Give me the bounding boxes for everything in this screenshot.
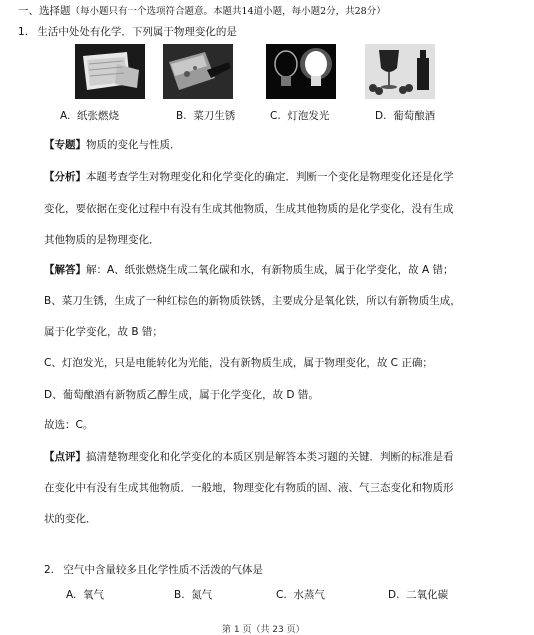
comment-tag: 【点评】 — [44, 451, 86, 463]
wine-glass-image — [365, 44, 435, 99]
comment-line-1: 【点评】搞清楚物理变化和化学变化的本质区别是解答本类习题的关键．判断的标准是看 — [44, 451, 454, 463]
section-note: （每小题只有一个选项符合题意。本题共14道小题，每小题2分，共28分） — [70, 6, 386, 17]
paper-burning-image — [75, 44, 145, 99]
section-title: 一、选择题 — [18, 5, 71, 17]
comment-line-2: 在变化中有没有生成其他物质．一般地，物理变化有物质的固、液、气三态变化和物质形 — [44, 482, 454, 494]
q2-option-d: D. 二氧化碳 — [388, 589, 449, 601]
question-2-stem — [44, 563, 263, 577]
topic-text: 物质的变化与性质． — [86, 139, 181, 151]
topic-tag: 【专题】 — [44, 139, 86, 151]
solution-line-5: D、葡萄酿酒有新物质乙醇生成，属于化学变化，故 D 错。 — [44, 389, 319, 401]
question-number: 1. — [18, 26, 29, 38]
q2-option-b: B. 氮气 — [174, 589, 213, 601]
option-c: C. 灯泡发光 — [270, 110, 330, 122]
solution-line-4: C、灯泡发光，只是电能转化为光能，没有新物质生成，属于物理变化，故 C 正确； — [44, 357, 433, 369]
solution-answer: 故选：C。 — [44, 419, 94, 431]
option-d: D. 葡萄酿酒 — [375, 110, 436, 122]
solution-line-2: B、菜刀生锈，生成了一种红棕色的新物质铁锈，主要成分是氧化铁，所以有新物质生成， — [44, 295, 461, 307]
solution-line-1: 【解答】解：A、纸张燃烧生成二氧化碳和水，有新物质生成，属于化学变化，故 A 错； — [44, 264, 454, 276]
topic-line — [44, 138, 181, 152]
comment-line-3: 状的变化． — [44, 513, 97, 525]
q2-option-a: A. 氧气 — [66, 589, 105, 601]
option-a: A. 纸张燃烧 — [60, 110, 120, 122]
rusty-knife-image — [163, 44, 233, 99]
question-text: 生活中处处有化学．下列属于物理变化的是 — [37, 26, 237, 38]
light-bulb-image — [266, 44, 336, 99]
page-footer: 第 1 页（共 23 页） — [222, 625, 305, 635]
q2-option-c: C. 水蒸气 — [276, 589, 325, 601]
section-heading — [18, 4, 386, 19]
analysis-line-3: 其他物质的是物理变化． — [44, 234, 160, 246]
question-text: 空气中含量较多且化学性质不活泼的气体是 — [63, 564, 263, 576]
question-number: 2. — [44, 564, 55, 576]
option-b: B. 菜刀生锈 — [176, 110, 236, 122]
analysis-line-1: 【分析】本题考查学生对物理变化和化学变化的确定．判断一个变化是物理变化还是化学 — [44, 171, 454, 183]
analysis-tag: 【分析】 — [44, 171, 86, 183]
solution-tag: 【解答】 — [44, 264, 86, 276]
analysis-line-2: 变化，要依据在变化过程中有没有生成其他物质，生成其他物质的是化学变化，没有生成 — [44, 203, 454, 215]
question-1-stem — [18, 25, 237, 39]
solution-line-3: 属于化学变化，故 B 错； — [44, 326, 163, 338]
